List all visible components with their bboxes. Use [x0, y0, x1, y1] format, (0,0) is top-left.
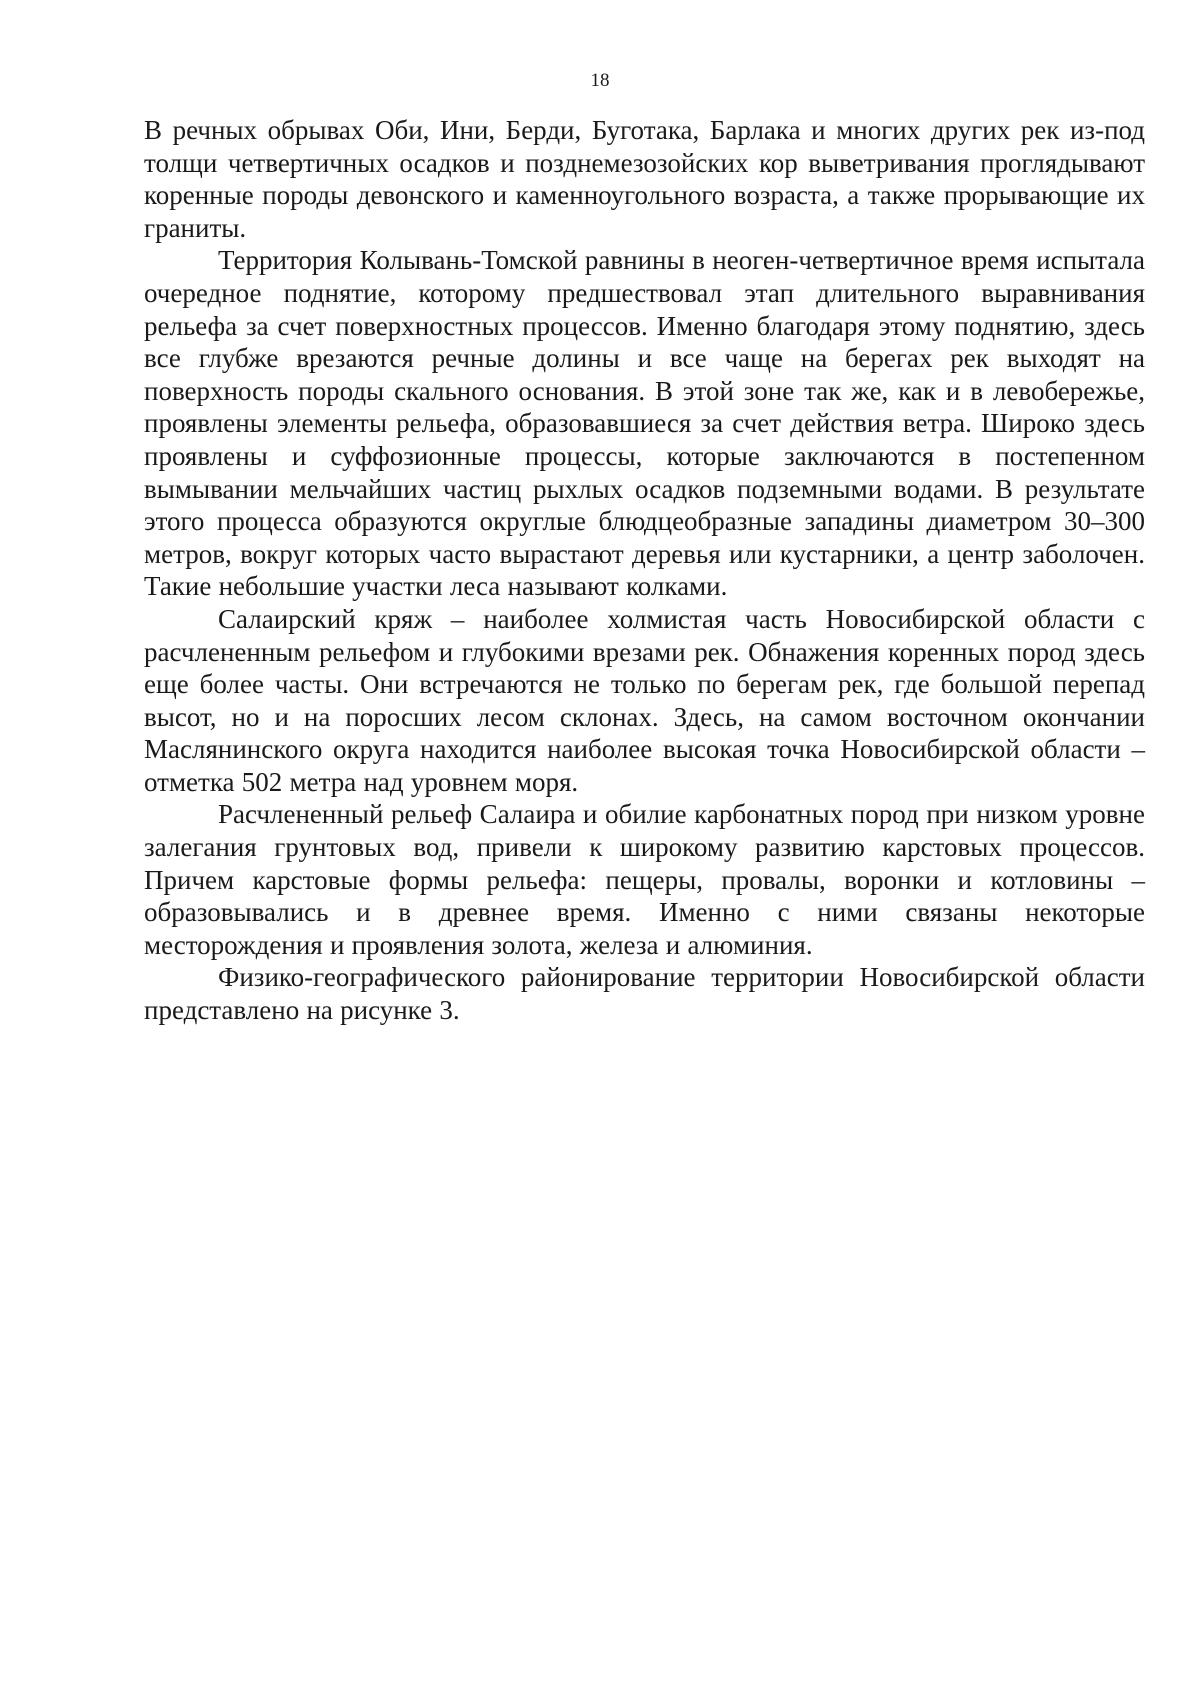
- paragraph-river-outcrops: В речных обрывах Оби, Ини, Берди, Буготака, Барлака и многих других рек из-под толщи четвертичных осадков и позднемезозойских кор выветривания проглядывают коренные породы девонского и каменноугольного возраста, а также прорывающие их граниты.: [144, 115, 1145, 243]
- page-number: 18: [590, 70, 610, 91]
- paragraph-figure-reference: Физико-географического районирование территории Новосибирской области представлено на рисунке 3.: [144, 962, 1145, 1026]
- paragraph-salair-ridge: Салаирский кряж – наиболее холмистая часть Новосибирской области с расчлененным рельефом и глубокими врезами рек. Обнажения коренных пород здесь еще более часты. Они встречаются не только по берегам рек, где большой перепад высот, но и на поросших лесом склонах. Здесь, на самом восточном окончании Маслянинского округа находится наиболее высокая точка Новосибирской области – отметка 502 метра над уровнем моря.: [144, 603, 1145, 797]
- paragraph-karst-processes: Расчлененный рельеф Салаира и обилие карбонатных пород при низком уровне залегания грунтовых вод, привели к широкому развитию карстовых процессов. Причем карстовые формы рельефа: пещеры, провалы, воронки и котловины – образовывались и в древнее время. Именно с ними связаны некоторые месторождения и проявления золота, железа и алюминия.: [144, 799, 1145, 960]
- text-body: [144, 114, 1145, 1027]
- paragraph-kolyvan-tomsk-plain: Территория Колывань-Томской равнины в неоген-четвертичное время испытала очередное поднятие, которому предшествовал этап длительного выравнивания рельефа за счет поверхностных процессов. Именно благодаря этому поднятию, здесь все глубже врезаются речные долины и все чаще на берегах рек выходят на поверхность породы скального основания. В этой зоне так же, как и в левобережье, проявлены элементы рельефа, образовавшиеся за счет действия ветра. Широко здесь проявлены и суффозионные процессы, которые заключаются в постепенном вымывании мельчайших частиц рыхлых осадков подземными водами. В результате этого процесса образуются округлые блюдцеобразные западины диаметром 30–300 метров, вокруг которых часто вырастают деревья или кустарники, а центр заболочен. Такие небольшие участки леса называют колками.: [144, 245, 1145, 602]
